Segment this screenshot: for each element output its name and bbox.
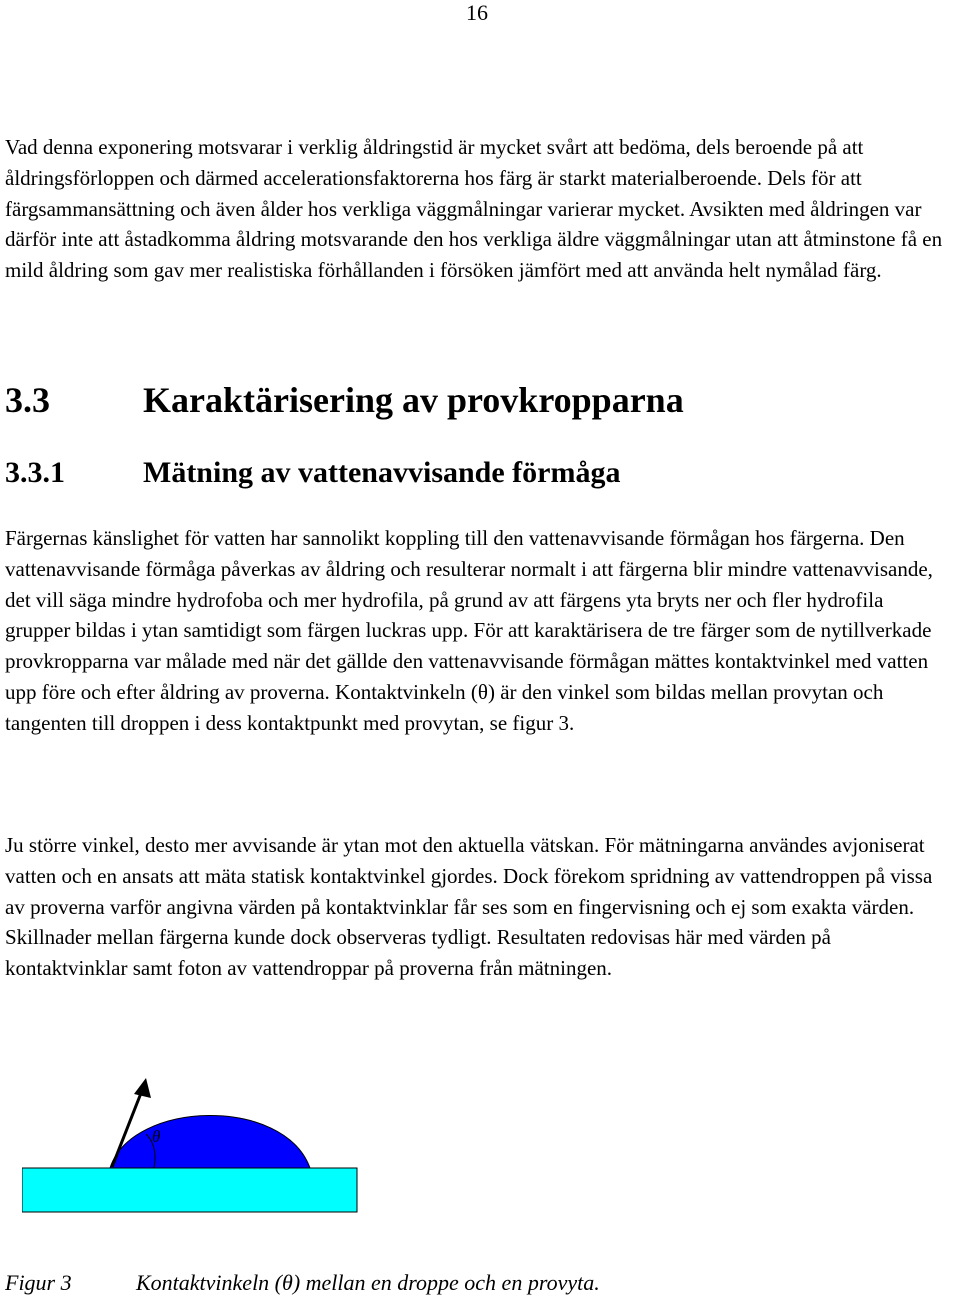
body-paragraph: Färgernas känslighet för vatten har sannolikt koppling till den vattenavvisande förmågan hos färgerna. Den vattenavvisande förmåga påverkas av åldring och resulterar normalt i att färgerna blir mindre vattenavvisande, det vill säga mindre hydrofoba och mer hydrofila, på grund av att färgens yta bryts ner och fler hydrofila grupper bildas i ytan samtidigt som färgen luckras upp. För att karaktärisera de tre färger som de nytillverkade provkropparna var målade med när det gällde den vattenavvisande förmågan mättes kontaktvinkel med vatten upp före och efter åldring av proverna. Kontaktvinkeln (θ) är den vinkel som bildas mellan provytan och tangenten till droppen i dess kontaktpunkt med provytan, se figur 3.	[5, 526, 933, 735]
body-paragraph: Vad denna exponering motsvarar i verklig åldringstid är mycket svårt att bedöma, dels beroende på att åldringsförloppen och därmed accelerationsfaktorerna hos färg är starkt materialberoende. Dels för att färgsammansättning och även ålder hos verkliga väggmålningar varierar mycket. Avsikten med åldringen var därför inte att åstadkomma åldring motsvarande den hos verkliga äldre väggmålningar utan att åtminstone få en mild åldring som gav mer realistiska förhållanden i försöken jämfört med att använda helt nymålad färg.	[5, 135, 943, 283]
figure-caption	[5, 1268, 600, 1298]
page-number: 16	[466, 0, 488, 25]
water-droplet	[110, 1115, 310, 1168]
contact-angle-figure	[22, 1070, 362, 1215]
angle-label: θ	[152, 1127, 161, 1146]
subsection-heading	[5, 455, 621, 491]
section-heading	[5, 378, 684, 422]
tangent-arrowhead	[134, 1078, 151, 1098]
section-number: 3.3	[5, 380, 50, 420]
caption-text: Kontaktvinkeln (θ) mellan en droppe och en provyta.	[136, 1270, 600, 1295]
subsection-title: Mätning av vattenavvisande förmåga	[143, 456, 621, 489]
body-paragraph: Ju större vinkel, desto mer avvisande är ytan mot den aktuella vätskan. För mätningarna användes avjoniserat vatten och en ansats att mäta statisk kontaktvinkel gjordes. Dock förekom spridning av vattendroppen på vissa av proverna varför angivna värden på kontaktvinklar får ses som en fingervisning och ej som exakta värden. Skillnader mellan färgerna kunde dock observeras tydligt. Resultaten redovisas här med värden på kontaktvinklar samt foton av vattendroppar på proverna från mätningen.	[5, 833, 933, 981]
section-title: Karaktärisering av provkropparna	[143, 380, 684, 420]
caption-label: Figur 3	[5, 1270, 72, 1295]
contact-angle-diagram	[22, 1070, 362, 1215]
subsection-number: 3.3.1	[5, 456, 65, 489]
sample-surface	[22, 1168, 357, 1212]
